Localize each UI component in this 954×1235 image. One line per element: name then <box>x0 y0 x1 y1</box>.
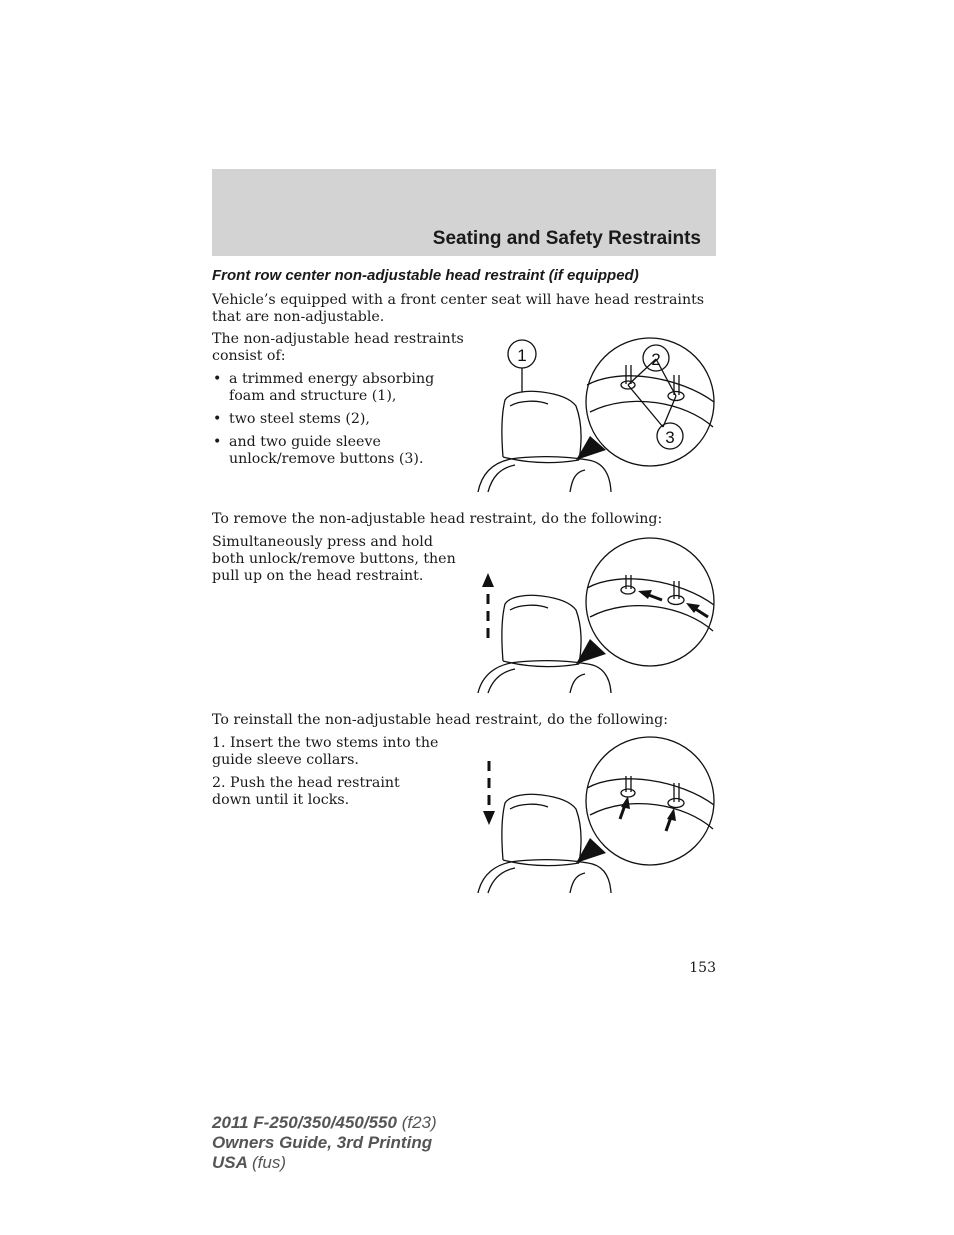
section-title: Seating and Safety Restraints <box>432 228 701 249</box>
remove-instruction: Simultaneously press and hold both unlock/remove buttons, then pull up on the head restraint. <box>212 534 456 584</box>
reinstall-head-restraint-figure <box>470 733 720 898</box>
callout-3-label: 3 <box>665 428 675 447</box>
footer-line-2: Owners Guide, 3rd Printing <box>212 1133 433 1152</box>
head-restraint-components-figure <box>470 332 720 497</box>
footer-line-3 <box>212 1153 437 1173</box>
reinstall-step-1: 1. Insert the two stems into the guide sleeve collars. <box>212 735 439 768</box>
footer-model: 2011 F-250/350/450/550 <box>212 1113 397 1132</box>
footer-line-1 <box>212 1113 437 1133</box>
list-item: • a trimmed energy absorbing foam and structure (1), <box>212 371 467 405</box>
footer-market: USA <box>212 1153 248 1172</box>
consist-list <box>212 371 467 468</box>
remove-head-restraint-figure <box>470 533 720 698</box>
reinstall-step-2: 2. Push the head restraint down until it locks. <box>212 775 400 808</box>
reinstall-steps <box>212 735 442 815</box>
callout-1-label: 1 <box>517 346 527 365</box>
list-item: • and two guide sleeve unlock/remove buttons (3). <box>212 434 467 468</box>
list-item: • two steel stems (2), <box>212 411 467 428</box>
callout-2-label: 2 <box>651 350 661 369</box>
footer-market-code: (fus) <box>252 1153 286 1172</box>
footer-model-code: (f23) <box>401 1113 437 1132</box>
subheading: Front row center non-adjustable head restraint (if equipped) <box>212 267 639 284</box>
consist-block <box>212 331 467 474</box>
intro-paragraph: Vehicle’s equipped with a front center seat will have head restraints that are non-adjustable. <box>212 292 705 325</box>
remove-lead: To remove the non-adjustable head restraint, do the following: <box>212 511 663 527</box>
consist-lead: The non-adjustable head restraints consist of: <box>212 331 464 364</box>
reinstall-lead: To reinstall the non-adjustable head restraint, do the following: <box>212 712 669 728</box>
document-footer <box>212 1113 437 1173</box>
section-header-band <box>212 169 716 256</box>
page-number: 153 <box>689 960 716 976</box>
